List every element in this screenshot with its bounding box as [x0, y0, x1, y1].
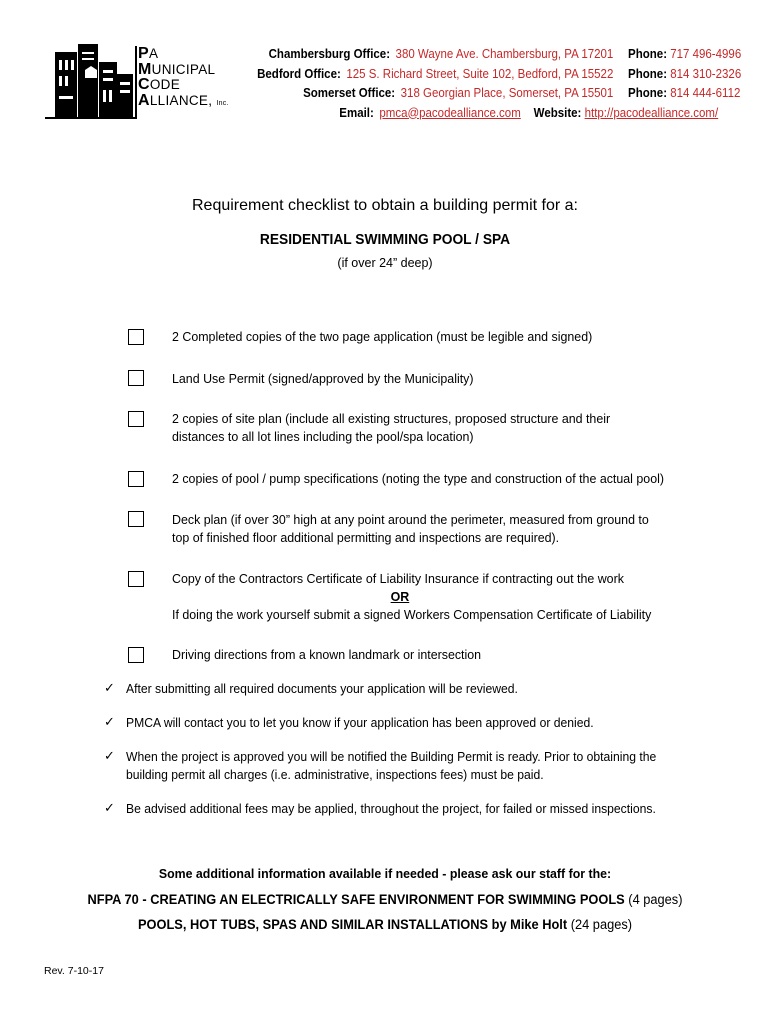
reference-title: POOLS, HOT TUBS, SPAS AND SIMILAR INSTALLATIONS by Mike Holt [137, 917, 568, 932]
note-item [126, 714, 658, 732]
reference-line [19, 917, 751, 932]
reference-title: NFPA 70 - CREATING AN ELECTRICALLY SAFE ENVIRONMENT FOR SWIMMING POOLS [87, 892, 625, 907]
checkbox[interactable] [128, 647, 144, 663]
checkmark-icon: ✓ [104, 748, 115, 763]
note-item [126, 800, 658, 818]
office-phone: 814 444-6112 [670, 86, 741, 100]
office-row [256, 65, 741, 85]
revision-note: Rev. 7-10-17 [44, 965, 104, 977]
page-title: RESIDENTIAL SWIMMING POOL / SPA [259, 232, 511, 248]
office-address: 380 Wayne Ave. Chambersburg, PA 17201 [395, 47, 614, 61]
note-item [126, 748, 658, 784]
logo-rest: LLIANCE, [149, 92, 213, 108]
office-label: Chambersburg Office: [268, 47, 390, 61]
logo-rest: UNICIPAL [151, 61, 216, 77]
logo-rest: A [148, 46, 159, 61]
phone-label: Phone: [627, 86, 667, 100]
logo-rest: ODE [149, 77, 181, 92]
note-text: PMCA will contact you to let you know if your application has been approved or denied. [126, 715, 594, 730]
checkbox[interactable] [128, 370, 144, 386]
checkmark-icon: ✓ [104, 680, 115, 695]
phone-label: Phone: [627, 66, 667, 81]
page-subtitle: (if over 24” deep) [337, 256, 433, 270]
checklist-text: Driving directions from a known landmark or intersection [172, 647, 482, 662]
additional-info-intro: Some additional information available if needed - please ask our staff for the: [158, 866, 612, 881]
or-separator: OR [390, 589, 410, 604]
web-row [257, 104, 718, 124]
checkmark-icon: ✓ [104, 714, 115, 729]
checkbox[interactable] [128, 411, 144, 427]
checklist-text: Copy of the Contractors Certificate of Liability Insurance if contracting out the work [172, 571, 624, 586]
reference-pages: (24 pages) [567, 917, 633, 932]
note-item [126, 680, 658, 698]
logo-cap: A [138, 91, 150, 109]
logo-inc: Inc. [216, 99, 229, 107]
checklist-item [172, 570, 696, 624]
logo-cap: M [138, 60, 152, 78]
checkmark-icon: ✓ [104, 800, 115, 815]
reference-line [19, 892, 751, 907]
checklist-item [172, 511, 696, 547]
logo-divider [135, 46, 137, 118]
office-row [257, 84, 741, 104]
office-row [257, 45, 741, 65]
checkbox[interactable] [128, 471, 144, 487]
logo-cap: P [138, 45, 149, 62]
checklist-text: 2 Completed copies of the two page application (must be legible and signed) [172, 329, 593, 344]
logo-wordmark [138, 46, 229, 111]
note-text: building permit all charges (i.e. administrative, inspections fees) must be paid. [126, 767, 544, 782]
checklist-item [172, 410, 696, 446]
reference-pages: (4 pages) [624, 892, 683, 907]
office-label: Bedford Office: [256, 66, 341, 81]
note-text: Be advised additional fees may be applied, throughout the project, for failed or missed inspections. [126, 801, 656, 816]
checklist-item [172, 328, 696, 346]
office-label: Somerset Office: [302, 86, 395, 100]
checklist-item [172, 646, 696, 664]
website-link[interactable]: http://pacodealliance.com/ [584, 105, 718, 120]
checklist-item [172, 370, 696, 388]
checklist-text: 2 copies of site plan (include all existing structures, proposed structure and their [172, 411, 611, 426]
checklist-text: Land Use Permit (signed/approved by the Municipality) [172, 371, 474, 386]
office-phone: 814 310-2326 [670, 66, 741, 81]
checklist-text: 2 copies of pool / pump specifications (noting the type and construction of the actual pool) [172, 471, 665, 486]
checklist-text: If doing the work yourself submit a signed Workers Compensation Certificate of Liability [172, 607, 652, 622]
logo-cap: C [138, 76, 150, 93]
note-text: After submitting all required documents your application will be reviewed. [126, 681, 518, 696]
checkbox[interactable] [128, 571, 144, 587]
note-text: When the project is approved you will be notified the Building Permit is ready. Prior to obtaining the [126, 749, 657, 764]
office-address: 318 Georgian Place, Somerset, PA 15501 [400, 86, 614, 100]
checkbox[interactable] [128, 329, 144, 345]
checklist-item [172, 470, 696, 488]
checkbox[interactable] [128, 511, 144, 527]
office-phone: 717 496-4996 [670, 47, 741, 61]
office-contacts [256, 45, 741, 123]
phone-label: Phone: [627, 47, 667, 61]
email-link[interactable]: pmca@pacodealliance.com [379, 105, 521, 120]
checklist-text: Deck plan (if over 30” high at any point around the perimeter, measured from ground to [172, 512, 649, 527]
email-label: Email: [339, 105, 374, 120]
website-label: Website: [533, 105, 582, 120]
checklist-text: distances to all lot lines including the pool/spa location) [172, 429, 474, 444]
office-address: 125 S. Richard Street, Suite 102, Bedford, PA 15522 [346, 66, 614, 81]
page-heading: Requirement checklist to obtain a building permit for a: [192, 197, 578, 214]
checklist-text: top of finished floor additional permitting and inspections are required). [172, 530, 560, 545]
